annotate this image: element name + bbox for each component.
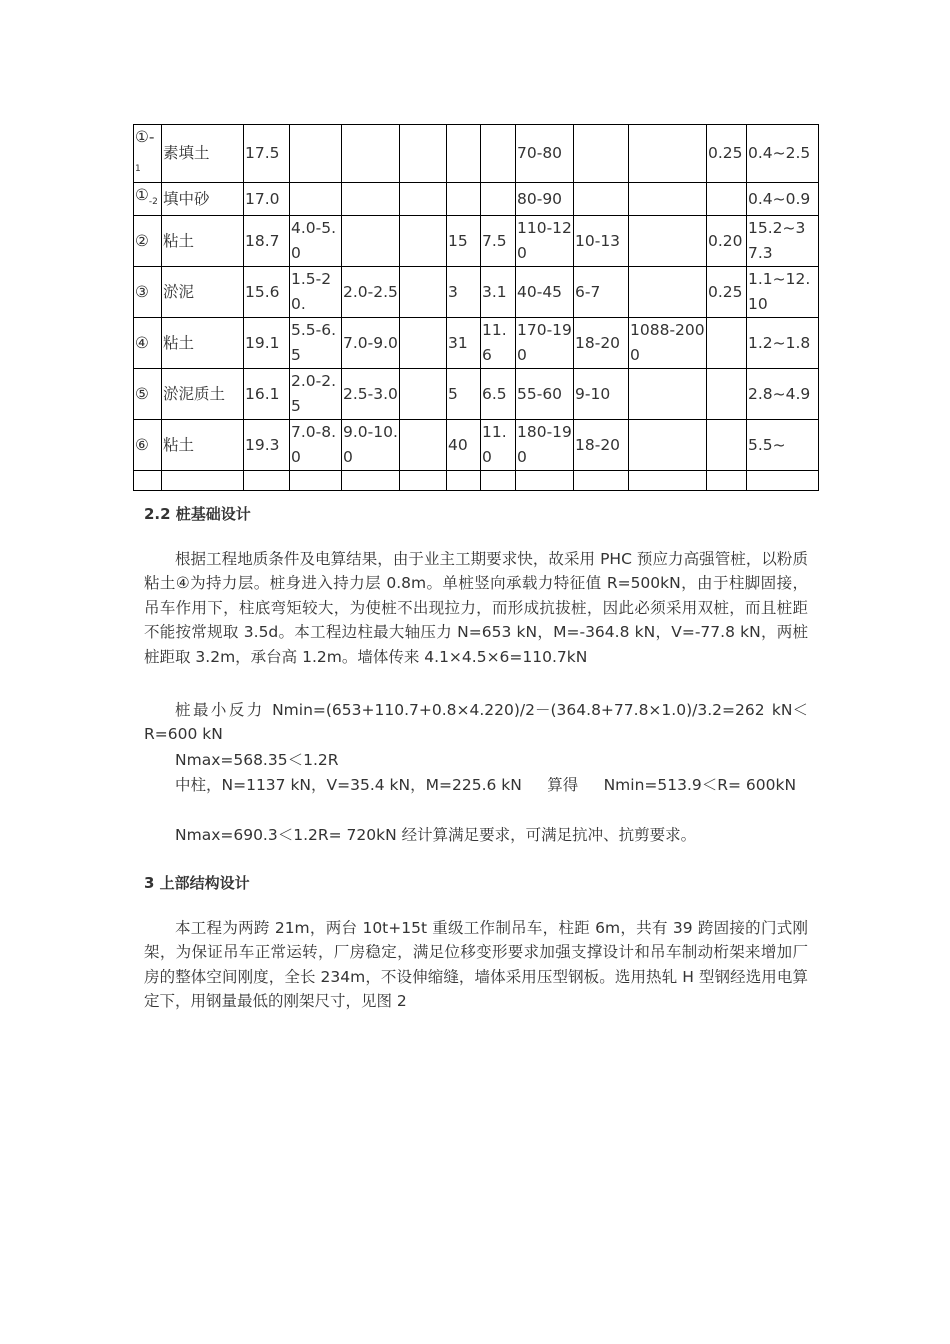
cell: 16.1 <box>244 369 290 420</box>
cell: 1088-2000 <box>629 318 707 369</box>
cell: 9.0-10.0 <box>342 420 400 471</box>
soil-name: 淤泥 <box>162 267 244 318</box>
table-row <box>134 318 819 369</box>
cell <box>481 125 516 183</box>
soil-name: 粘土 <box>162 420 244 471</box>
cell <box>707 318 747 369</box>
layer-id: ④ <box>134 318 162 369</box>
cell: 18-20 <box>574 318 629 369</box>
cell <box>629 267 707 318</box>
cell: 5 <box>447 369 481 420</box>
layer-id: $①-_1$ <box>134 125 162 183</box>
cell: 11.0 <box>481 420 516 471</box>
cell: 2.0-2.5 <box>290 369 342 420</box>
cell: 40 <box>447 420 481 471</box>
cell: 40-45 <box>516 267 574 318</box>
paragraph: 中柱，N=1137 kN，V=35.4 kN，M=225.6 kN 算得 Nmin=513.9＜R= 600kN <box>175 776 797 794</box>
cell <box>400 125 447 183</box>
cell: 10-13 <box>574 216 629 267</box>
paragraph: 根据工程地质条件及电算结果，由于业主工期要求快，故采用 PHC 预应力高强管桩，以粉质粘土④为持力层。桩身进入持力层 0.8m。单桩竖向承载力特征值 R=500kN，由于柱脚固接，吊车作用下，柱底弯矩较大，为使桩不出现拉力，而形成抗拔桩，因此必须采用双桩，而且桩距不能按常规取 3.5d。本工程边柱最大轴压力 N=653 kN，M=-364.8 kN，V=-77.8 kN，两桩桩距取 3.2m，承台高 1.2m。墙体传来 4.1×4.5×6=110.7kN <box>144 550 808 666</box>
cell: 0.25 <box>707 267 747 318</box>
table-row <box>134 420 819 471</box>
paragraph: Nmax=690.3＜1.2R= 720kN 经计算满足要求，可满足抗冲、抗剪要求。 <box>175 826 697 844</box>
cell <box>629 369 707 420</box>
cell <box>400 420 447 471</box>
cell <box>574 125 629 183</box>
soil-properties-table <box>133 124 819 491</box>
cell <box>629 216 707 267</box>
cell <box>707 369 747 420</box>
cell: 9-10 <box>574 369 629 420</box>
soil-name: 粘土 <box>162 216 244 267</box>
cell <box>290 183 342 216</box>
cell: 170-190 <box>516 318 574 369</box>
cell <box>481 183 516 216</box>
cell: 70-80 <box>516 125 574 183</box>
cell <box>400 216 447 267</box>
cell <box>400 183 447 216</box>
cell: 2.5-3.0 <box>342 369 400 420</box>
cell: 3 <box>447 267 481 318</box>
cell: 19.3 <box>244 420 290 471</box>
cell: 7.0-9.0 <box>342 318 400 369</box>
section-heading: 2.2 桩基础设计 <box>144 505 251 523</box>
cell: 180-190 <box>516 420 574 471</box>
cell <box>342 216 400 267</box>
cell: 6-7 <box>574 267 629 318</box>
cell <box>707 420 747 471</box>
cell: 11.6 <box>481 318 516 369</box>
cell: 0.25 <box>707 125 747 183</box>
cell: 31 <box>447 318 481 369</box>
paragraph: 桩最小反力 Nmin=(653+110.7+0.8×4.220)/2－(364.8+77.8×1.0)/3.2=262 kN＜R=600 kN <box>144 701 808 744</box>
table-row <box>134 216 819 267</box>
cell: 5.5~ <box>747 420 819 471</box>
soil-name: 粘土 <box>162 318 244 369</box>
cell: 1.2~1.8 <box>747 318 819 369</box>
table-row-empty <box>134 471 819 491</box>
cell <box>342 183 400 216</box>
cell: 55-60 <box>516 369 574 420</box>
cell <box>400 318 447 369</box>
cell: 3.1 <box>481 267 516 318</box>
cell: 0.4~2.5 <box>747 125 819 183</box>
soil-name: 淤泥质土 <box>162 369 244 420</box>
table-row <box>134 183 819 216</box>
layer-id: ⑥ <box>134 420 162 471</box>
table-row <box>134 369 819 420</box>
cell <box>574 183 629 216</box>
layer-id: ⑤ <box>134 369 162 420</box>
section-heading: 3 上部结构设计 <box>144 874 250 892</box>
cell: 15 <box>447 216 481 267</box>
cell: 0.20 <box>707 216 747 267</box>
cell: 6.5 <box>481 369 516 420</box>
layer-id: $①_{-2}$ <box>134 183 162 216</box>
cell <box>400 267 447 318</box>
cell <box>342 125 400 183</box>
cell: 80-90 <box>516 183 574 216</box>
cell: 15.2~37.3 <box>747 216 819 267</box>
cell: 17.5 <box>244 125 290 183</box>
cell <box>707 183 747 216</box>
layer-id: ③ <box>134 267 162 318</box>
cell <box>629 183 707 216</box>
cell: 7.5 <box>481 216 516 267</box>
cell: 4.0-5.0 <box>290 216 342 267</box>
soil-name: 填中砂 <box>162 183 244 216</box>
cell <box>290 125 342 183</box>
cell: 1.1~12.10 <box>747 267 819 318</box>
cell: 15.6 <box>244 267 290 318</box>
paragraph: 本工程为两跨 21m，两台 10t+15t 重级工作制吊车，柱距 6m，共有 39 跨固接的门式刚架，为保证吊车正常运转，厂房稳定，满足位移变形要求加强支撑设计和吊车制动桁架来增加厂房的整体空间刚度，全长 234m，不设伸缩缝，墙体采用压型钢板。选用热轧 H 型钢经选用电算定下，用钢量最低的刚架尺寸，见图 2 <box>144 919 808 1011</box>
cell: 2.8~4.9 <box>747 369 819 420</box>
cell <box>400 369 447 420</box>
cell <box>629 125 707 183</box>
cell: 110-120 <box>516 216 574 267</box>
cell: 7.0-8.0 <box>290 420 342 471</box>
table-row <box>134 267 819 318</box>
cell: 19.1 <box>244 318 290 369</box>
cell: 18-20 <box>574 420 629 471</box>
table-row <box>134 125 819 183</box>
cell: 1.5-20. <box>290 267 342 318</box>
cell: 18.7 <box>244 216 290 267</box>
layer-id: ② <box>134 216 162 267</box>
cell <box>447 183 481 216</box>
cell <box>629 420 707 471</box>
cell: 17.0 <box>244 183 290 216</box>
cell: 0.4~0.9 <box>747 183 819 216</box>
cell: 5.5-6.5 <box>290 318 342 369</box>
paragraph: Nmax=568.35＜1.2R <box>175 751 339 769</box>
soil-name: 素填土 <box>162 125 244 183</box>
cell <box>447 125 481 183</box>
cell: 2.0-2.5 <box>342 267 400 318</box>
